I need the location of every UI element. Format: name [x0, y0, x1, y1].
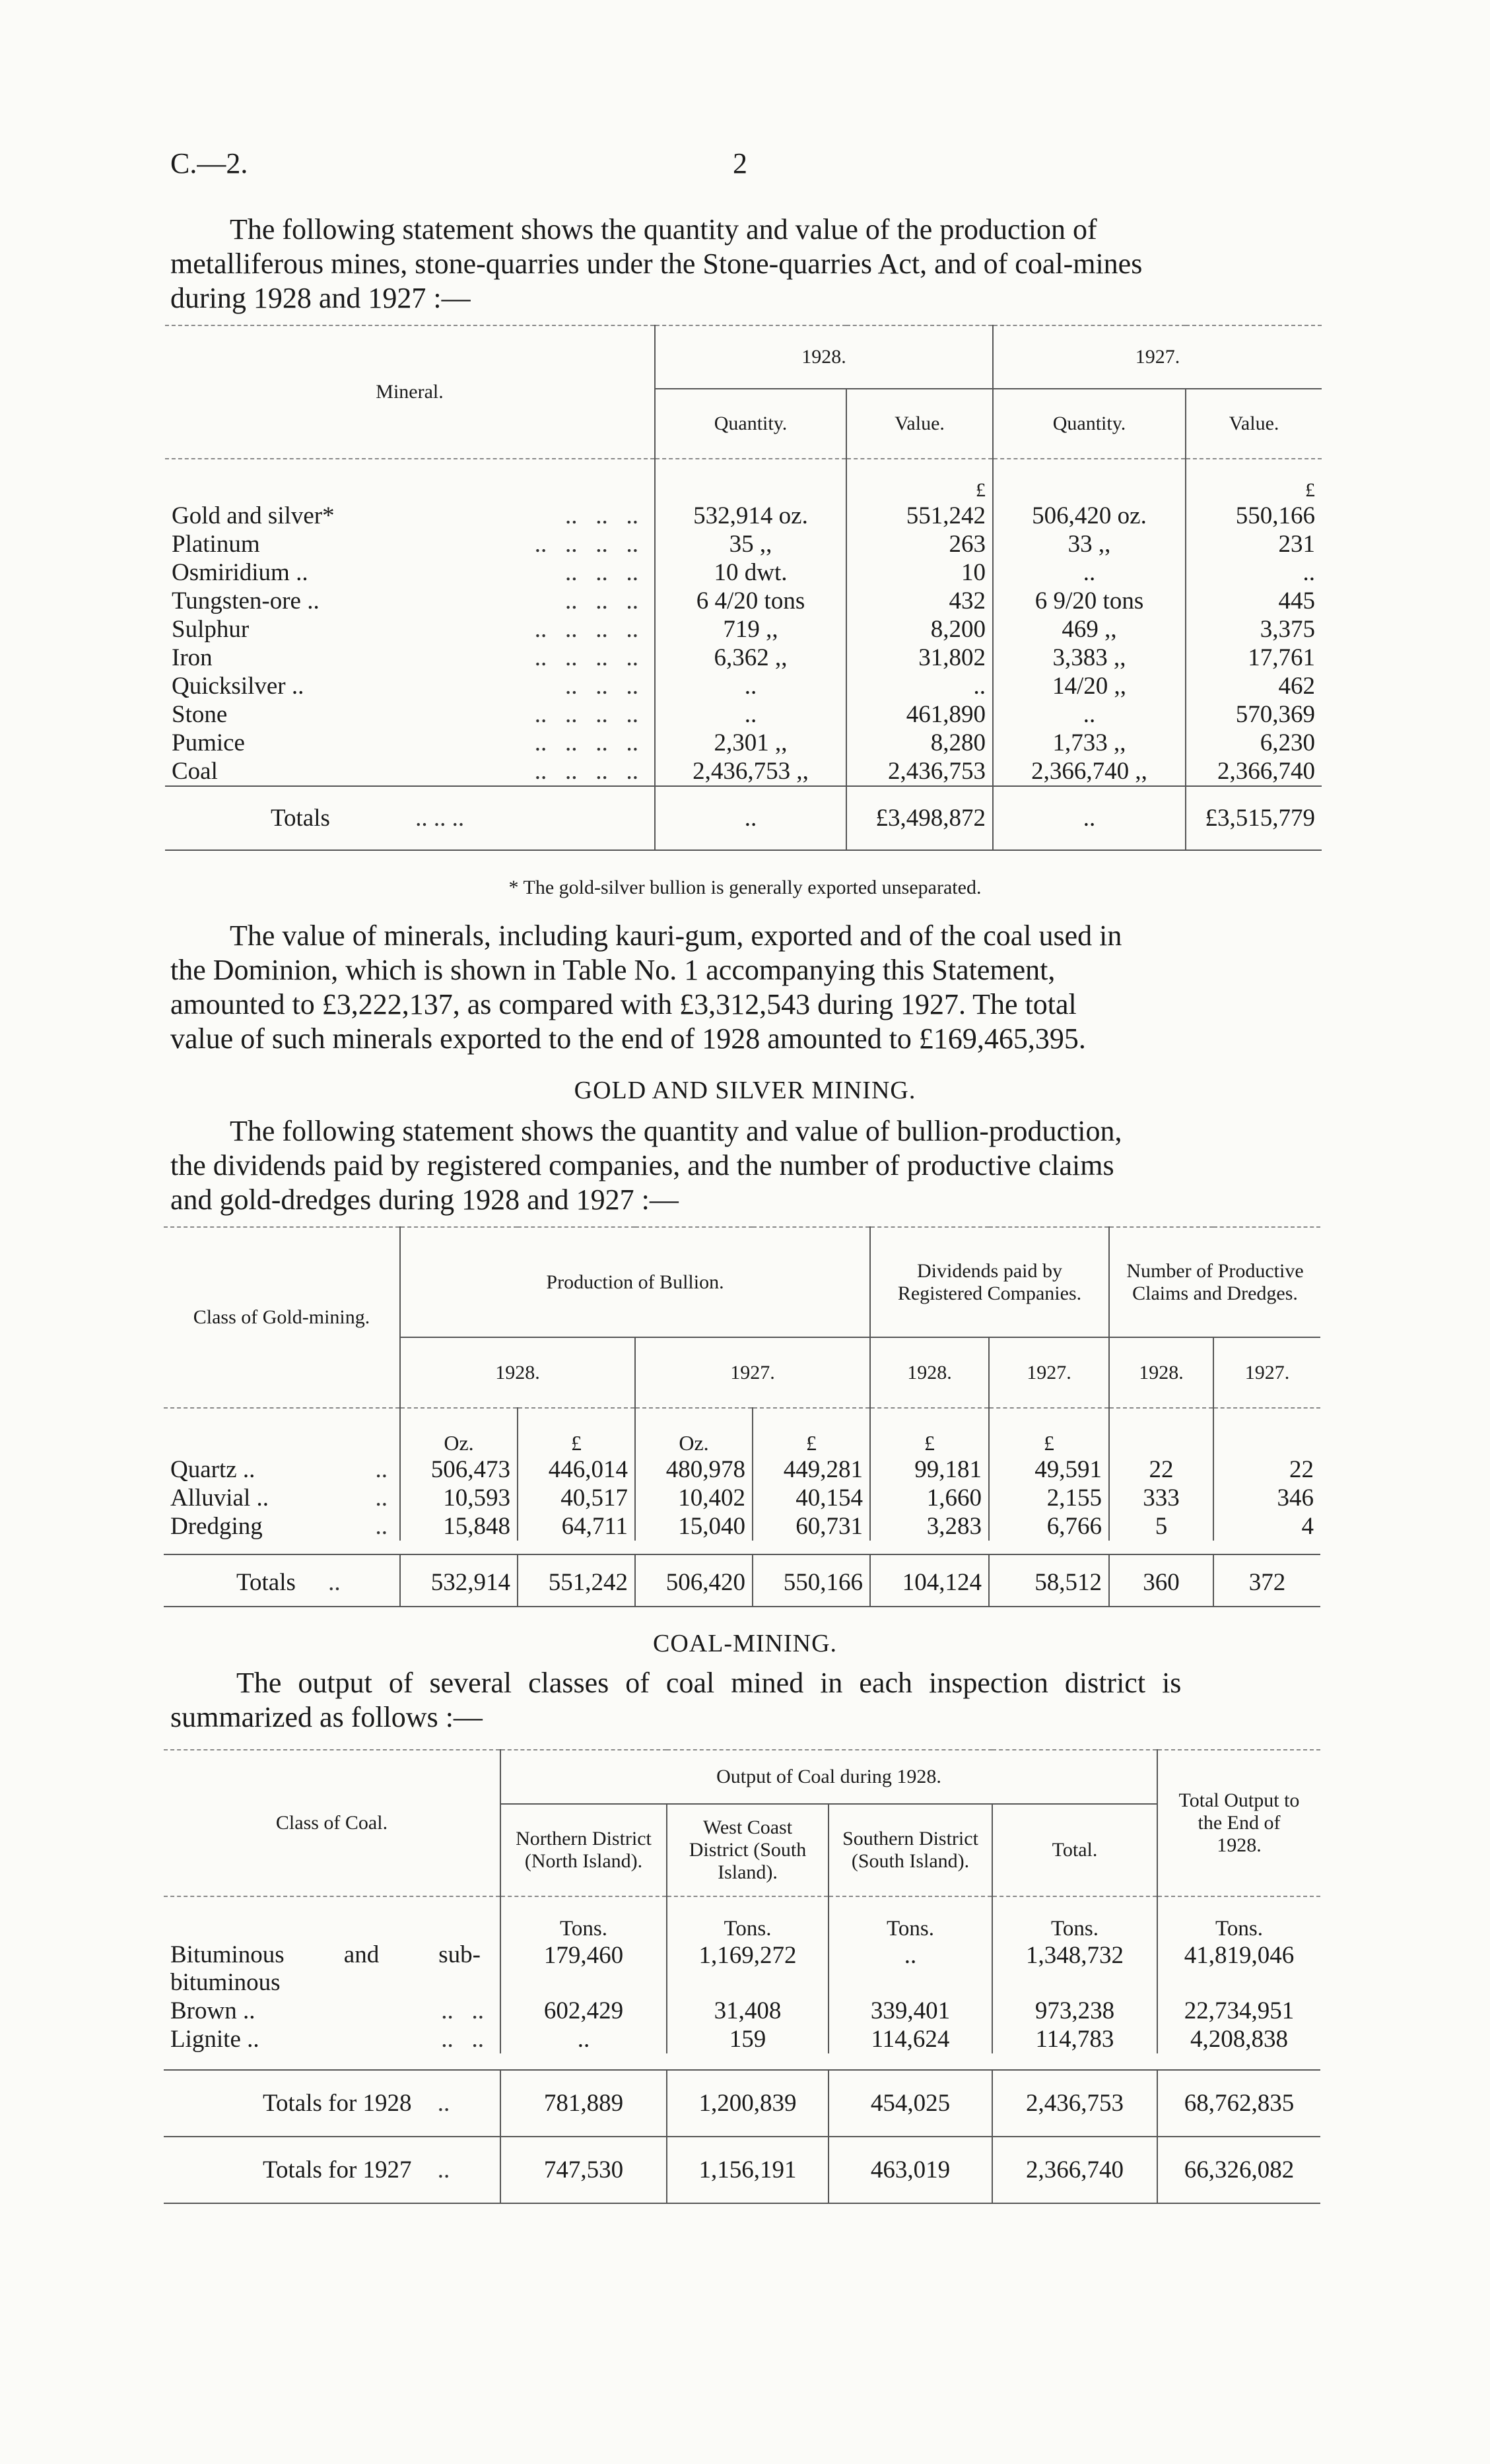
totals-label: Totals [271, 805, 330, 832]
value-1927: 6,230 [1186, 729, 1322, 757]
total-dividends-1928: 104,124 [870, 1554, 989, 1607]
table-row [165, 587, 1322, 615]
total-1928-northern: 781,889 [500, 2070, 667, 2137]
dot-leader: .. .. .. [565, 673, 638, 700]
total-1927-end: 66,326,082 [1157, 2137, 1320, 2203]
unit-label: Tons. [667, 1896, 829, 1941]
mineral-name: Stone [172, 701, 228, 728]
dot-leader: .. .. .. .. [534, 758, 638, 785]
southern-output: 339,401 [829, 1997, 992, 2025]
table-row [164, 1484, 1320, 1512]
dividends-1927: 2,155 [989, 1484, 1109, 1512]
northern-output: 602,429 [500, 1997, 667, 2025]
col-class-header: Class of Gold-mining. [193, 1306, 370, 1328]
oz-1927: 10,402 [635, 1484, 753, 1512]
spacer-cell [164, 2053, 1320, 2070]
mineral-name: Iron [172, 644, 213, 671]
table-row [164, 1941, 1320, 1997]
table-row [165, 757, 1322, 786]
claims-1927: 4 [1213, 1512, 1320, 1541]
oz-1927: 15,040 [635, 1512, 753, 1541]
text-line: The output of several classes of coal mined in each inspection district is [236, 1667, 1182, 1699]
value-1927: 231 [1186, 530, 1322, 558]
mineral-cell [165, 757, 655, 786]
value-1928: 263 [846, 530, 993, 558]
quantity-1928: 6,362 ,, [655, 644, 846, 672]
minerals-table [165, 325, 1322, 856]
class-name: Alluvial .. [170, 1484, 269, 1512]
coal-output-table-body [164, 1941, 1320, 2070]
value-1928: 446,014 [518, 1455, 635, 1484]
coal-mining-heading: COAL-MINING. [652, 1630, 838, 1657]
mineral-name: Coal [172, 758, 218, 785]
dot-leader: .. .. .. .. [534, 616, 638, 643]
mineral-cell [165, 729, 655, 757]
text-line: during 1928 and 1927 :— [170, 282, 471, 314]
total-output: 1,348,732 [992, 1941, 1157, 1997]
quantity-1928: 532,914 oz. [655, 502, 846, 530]
total-value-1928: 551,242 [518, 1554, 635, 1607]
mineral-cell [165, 700, 655, 729]
southern-output: .. [829, 1941, 992, 1997]
mineral-name: Pumice [172, 729, 245, 756]
value-1928: 64,711 [518, 1512, 635, 1541]
value-1927: 3,375 [1186, 615, 1322, 644]
claims-1928: 333 [1109, 1484, 1213, 1512]
value-1927: 449,281 [753, 1455, 870, 1484]
year-1927-header: 1927. [993, 325, 1322, 389]
dividends-1928: 1,660 [870, 1484, 989, 1512]
quantity-1927: 3,383 ,, [993, 644, 1186, 672]
unit-label: £ [753, 1408, 870, 1455]
quantity-1927: 506,420 oz. [993, 502, 1186, 530]
mineral-name: Osmiridium .. [172, 559, 308, 586]
dot-leader: .. .. [441, 1997, 484, 2024]
mineral-cell [165, 530, 655, 558]
dot-leader: .. .. .. [565, 587, 638, 615]
quantity-1928: 10 dwt. [655, 558, 846, 587]
production-header: Production of Bullion. [400, 1227, 870, 1337]
table-row [165, 615, 1322, 644]
total-value-1927: £3,515,779 [1186, 786, 1322, 850]
quantity-1927: 2,366,740 ,, [993, 757, 1186, 786]
total-value-1927: 550,166 [753, 1554, 870, 1607]
value-1928: 432 [846, 587, 993, 615]
text-line: The following statement shows the quantity and value of bullion-production, [230, 1115, 1122, 1147]
text-line: the Dominion, which is shown in Table No. 1 accompanying this Statement, [170, 954, 1056, 986]
quantity-1927: 14/20 ,, [993, 672, 1186, 700]
year-1928-header: 1928. [655, 325, 993, 389]
col-class-header: Class of Coal. [275, 1812, 388, 1834]
total-1927-westcoast: 1,156,191 [667, 2137, 829, 2203]
table-row [165, 502, 1322, 530]
currency-label: £ [1186, 459, 1322, 502]
total-claims-1927: 372 [1213, 1554, 1320, 1607]
dot-leader: .. .. .. [565, 502, 638, 529]
dot-leader: .. .. .. .. [534, 531, 638, 558]
quantity-1927: .. [993, 700, 1186, 729]
text-line: and gold-dredges during 1928 and 1927 :— [170, 1183, 679, 1216]
unit-label: Tons. [1157, 1896, 1320, 1941]
output-group-header: Output of Coal during 1928. [500, 1750, 1157, 1804]
total-1928-end: 68,762,835 [1157, 2070, 1320, 2137]
value-1928: 8,280 [846, 729, 993, 757]
value-1928: 8,200 [846, 615, 993, 644]
dot-leader: .. .. .. .. [534, 701, 638, 728]
dividends-1928: 99,181 [870, 1455, 989, 1484]
dot-leader: .. [375, 1484, 388, 1512]
southern-district-header: Southern District (South Island). [829, 1804, 992, 1896]
value-1928: .. [846, 672, 993, 700]
class-name: Dredging [170, 1513, 263, 1540]
value-1927: 2,366,740 [1186, 757, 1322, 786]
coal-class-name: Brown .. [170, 1997, 255, 2024]
end-1928-output: 4,208,838 [1157, 2025, 1320, 2053]
value-1928: 40,517 [518, 1484, 635, 1512]
text-line: the dividends paid by registered companies, and the number of productive claims [170, 1149, 1114, 1182]
document-reference: C.—2. [170, 147, 248, 180]
coal-class-name: Lignite .. [170, 2026, 259, 2053]
mineral-cell [165, 502, 655, 530]
total-output-header: Total Output to the End of 1928. [1157, 1750, 1320, 1896]
oz-1928: 506,473 [400, 1455, 518, 1484]
table-row [165, 729, 1322, 757]
class-cell [164, 2025, 500, 2053]
quantity-header: Quantity. [655, 389, 846, 459]
intro-paragraph [170, 213, 1319, 316]
totals-1928-label [164, 2070, 500, 2137]
oz-1928: 10,593 [400, 1484, 518, 1512]
northern-district-header: Northern District (North Island). [500, 1804, 667, 1896]
value-1927: 550,166 [1186, 502, 1322, 530]
southern-output: 114,624 [829, 2025, 992, 2053]
total-value-1928: £3,498,872 [846, 786, 993, 850]
total-output: 973,238 [992, 1997, 1157, 2025]
unit-label: Tons. [500, 1896, 667, 1941]
class-cell [164, 1455, 400, 1484]
quantity-1927: 1,733 ,, [993, 729, 1186, 757]
class-cell [164, 1512, 400, 1541]
year-1928-header: 1928. [1109, 1337, 1213, 1408]
gold-mining-table [164, 1226, 1320, 1611]
value-1927: 40,154 [753, 1484, 870, 1512]
oz-1928: 15,848 [400, 1512, 518, 1541]
value-1927: .. [1186, 558, 1322, 587]
claims-1927: 22 [1213, 1455, 1320, 1484]
total-quantity-1928: .. [655, 786, 846, 850]
table-row [165, 644, 1322, 672]
coal-output-table [164, 1749, 1320, 2208]
westcoast-output: 31,408 [667, 1997, 829, 2025]
dot-leader: .. [328, 1569, 341, 1596]
minerals-table-body [165, 502, 1322, 786]
quantity-1927: .. [993, 558, 1186, 587]
totals-row-label [164, 1554, 400, 1607]
westcoast-output: 1,169,272 [667, 1941, 829, 1997]
quantity-1927: 469 ,, [993, 615, 1186, 644]
text-line: The following statement shows the quantity and value of the production of [230, 213, 1097, 246]
value-1928: 10 [846, 558, 993, 587]
northern-output: .. [500, 2025, 667, 2053]
value-1927: 17,761 [1186, 644, 1322, 672]
mineral-name: Platinum [172, 531, 260, 558]
total-1928-southern: 454,025 [829, 2070, 992, 2137]
currency-label: £ [846, 459, 993, 502]
unit-label: Oz. [635, 1408, 753, 1455]
value-1927: 570,369 [1186, 700, 1322, 729]
westcoast-output: 159 [667, 2025, 829, 2053]
quantity-1928: 2,301 ,, [655, 729, 846, 757]
text-line: summarized as follows :— [170, 1701, 483, 1733]
table-row [164, 1997, 1320, 2025]
table-row [164, 1455, 1320, 1484]
unit-label: Tons. [829, 1896, 992, 1941]
page-number: 2 [733, 147, 747, 180]
dividends-1927: 49,591 [989, 1455, 1109, 1484]
mineral-cell [165, 615, 655, 644]
totals-row-label [165, 786, 655, 850]
total-1927-southern: 463,019 [829, 2137, 992, 2203]
total-1927-northern: 747,530 [500, 2137, 667, 2203]
mineral-cell [165, 672, 655, 700]
year-1928-header: 1928. [400, 1337, 635, 1408]
totals-label: Totals for 1927 [263, 2156, 412, 2183]
text-line: metalliferous mines, stone-quarries under the Stone-quarries Act, and of coal-mines [170, 248, 1143, 280]
unit-label: Oz. [400, 1408, 518, 1455]
dot-leader: .. [375, 1513, 388, 1540]
text-line: The value of minerals, including kauri-gum, exported and of the coal used in [230, 919, 1122, 952]
quantity-1927: 33 ,, [993, 530, 1186, 558]
dot-leader: .. .. [441, 2026, 484, 2053]
total-1927-total: 2,366,740 [992, 2137, 1157, 2203]
mineral-cell [165, 587, 655, 615]
quantity-1927: 6 9/20 tons [993, 587, 1186, 615]
totals-label: Totals for 1928 [263, 2090, 412, 2117]
unit-label: £ [518, 1408, 635, 1455]
total-quantity-1927: .. [993, 786, 1186, 850]
end-1928-output: 22,734,951 [1157, 1997, 1320, 2025]
year-1928-header: 1928. [870, 1337, 989, 1408]
mineral-name: Tungsten-ore .. [172, 587, 320, 615]
total-dividends-1927: 58,512 [989, 1554, 1109, 1607]
dot-leader: .. .. .. .. [534, 729, 638, 756]
total-output: 114,783 [992, 2025, 1157, 2053]
value-1927: 60,731 [753, 1512, 870, 1541]
dot-leader: .. [375, 1456, 388, 1483]
dot-leader: .. [437, 2090, 450, 2117]
value-header: Value. [1186, 389, 1322, 459]
mineral-name: Sulphur [172, 616, 250, 643]
mineral-name: Quicksilver .. [172, 673, 304, 700]
quantity-1928: 719 ,, [655, 615, 846, 644]
table-row [165, 700, 1322, 729]
claims-header: Number of Productive Claims and Dredges. [1109, 1227, 1320, 1337]
text-line: amounted to £3,222,137, as compared with £3,312,543 during 1927. The total [170, 988, 1077, 1020]
quantity-header: Quantity. [993, 389, 1186, 459]
value-1928: 461,890 [846, 700, 993, 729]
class-cell [164, 1484, 400, 1512]
dot-leader: .. .. .. [415, 805, 465, 832]
unit-label: £ [870, 1408, 989, 1455]
oz-1927: 480,978 [635, 1455, 753, 1484]
unit-label: £ [989, 1408, 1109, 1455]
dividends-1927: 6,766 [989, 1512, 1109, 1541]
total-oz-1927: 506,420 [635, 1554, 753, 1607]
table-row [165, 672, 1322, 700]
class-cell [164, 1941, 500, 1997]
quantity-1928: .. [655, 672, 846, 700]
mineral-cell [165, 558, 655, 587]
class-cell [164, 1997, 500, 2025]
totals-1927-label [164, 2137, 500, 2203]
gold-silver-footnote: * The gold-silver bullion is generally exported unseparated. [508, 877, 982, 898]
year-1927-header: 1927. [989, 1337, 1109, 1408]
value-1927: 462 [1186, 672, 1322, 700]
total-1928-westcoast: 1,200,839 [667, 2070, 829, 2137]
total-claims-1928: 360 [1109, 1554, 1213, 1607]
year-1927-header: 1927. [635, 1337, 870, 1408]
value-1928: 31,802 [846, 644, 993, 672]
class-name: Quartz .. [170, 1456, 255, 1483]
spacer-row [164, 1541, 1320, 1554]
table-row [165, 558, 1322, 587]
table-row [164, 2025, 1320, 2053]
table-row [164, 1512, 1320, 1541]
dot-leader: .. .. .. [565, 559, 638, 586]
quantity-1928: 2,436,753 ,, [655, 757, 846, 786]
dot-leader: .. [437, 2156, 450, 2183]
gold-silver-heading: GOLD AND SILVER MINING. [574, 1077, 916, 1104]
claims-1928: 5 [1109, 1512, 1213, 1541]
mineral-cell [165, 644, 655, 672]
exports-paragraph [170, 919, 1319, 1056]
totals-label: Totals [236, 1569, 296, 1596]
quantity-1928: 6 4/20 tons [655, 587, 846, 615]
claims-1927: 346 [1213, 1484, 1320, 1512]
northern-output: 179,460 [500, 1941, 667, 1997]
dividends-header: Dividends paid by Registered Companies. [870, 1227, 1109, 1337]
dividends-1928: 3,283 [870, 1512, 989, 1541]
total-1928-total: 2,436,753 [992, 2070, 1157, 2137]
total-header: Total. [992, 1804, 1157, 1896]
dot-leader: .. .. .. .. [534, 644, 638, 671]
value-header: Value. [846, 389, 993, 459]
value-1928: 551,242 [846, 502, 993, 530]
year-1927-header: 1927. [1213, 1337, 1320, 1408]
value-1928: 2,436,753 [846, 757, 993, 786]
value-1927: 445 [1186, 587, 1322, 615]
spacer-row [164, 2053, 1320, 2070]
end-1928-output: 41,819,046 [1157, 1941, 1320, 1997]
westcoast-district-header: West Coast District (South Island). [667, 1804, 829, 1896]
spacer-cell [164, 1541, 1320, 1554]
total-oz-1928: 532,914 [400, 1554, 518, 1607]
claims-1928: 22 [1109, 1455, 1213, 1484]
text-line: value of such minerals exported to the end of 1928 amounted to £169,465,395. [170, 1022, 1086, 1055]
quantity-1928: .. [655, 700, 846, 729]
unit-label: Tons. [992, 1896, 1157, 1941]
mineral-name: Gold and silver* [172, 502, 335, 529]
col-mineral-header: Mineral. [376, 381, 444, 403]
table-row [165, 530, 1322, 558]
coal-paragraph [170, 1666, 1319, 1735]
coal-class-name: Bituminous and sub-bituminous [170, 1941, 481, 1996]
quantity-1928: 35 ,, [655, 530, 846, 558]
bullion-paragraph [170, 1114, 1319, 1217]
gold-mining-table-body [164, 1455, 1320, 1554]
